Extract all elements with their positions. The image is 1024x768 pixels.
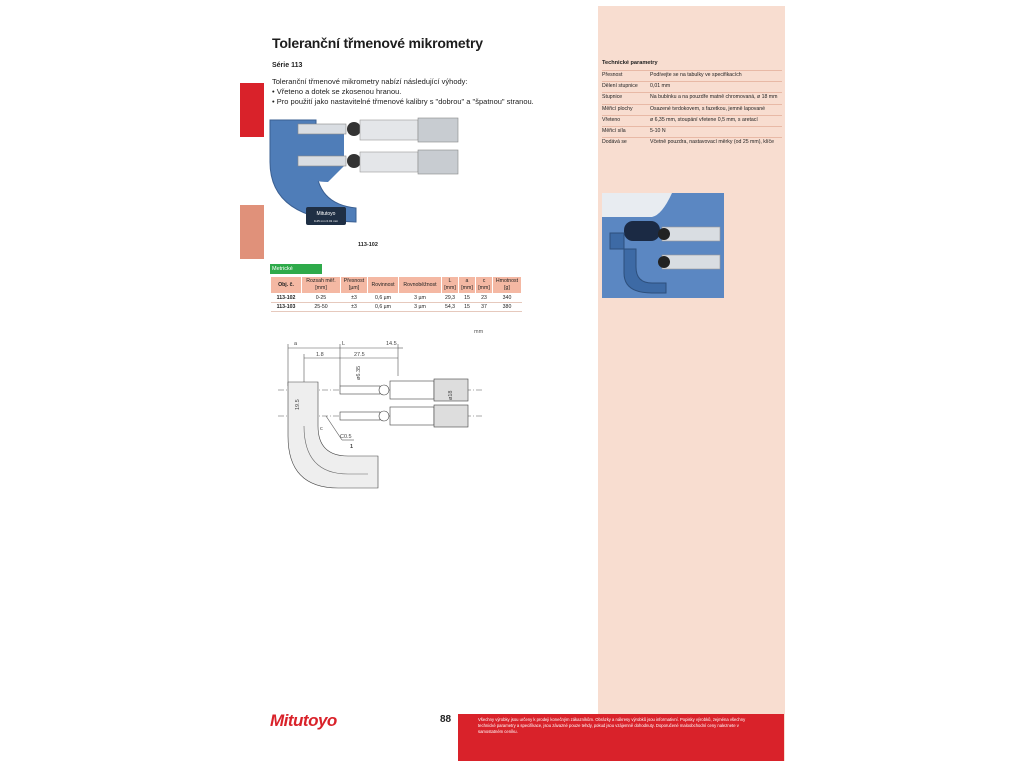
param-key: Přesnost bbox=[602, 72, 623, 78]
param-value: Na bubínku a na pouzdře matně chromovaná, ø 18 mm bbox=[650, 94, 778, 101]
table-cell: 0,6 µm bbox=[368, 294, 399, 303]
dim-a: a bbox=[294, 341, 298, 347]
advantage-item: • Vřeteno a dotek se zkosenou hranou. bbox=[272, 87, 572, 97]
photo-brand-label: Mitutoyo bbox=[316, 211, 336, 217]
param-key: Vřeteno bbox=[602, 116, 621, 123]
param-row bbox=[602, 137, 782, 148]
table-cell: 0-25 bbox=[302, 294, 341, 303]
mitutoyo-logo: Mitutoyo bbox=[270, 711, 337, 730]
table-cell: 29,3 bbox=[442, 294, 459, 303]
table-cell: 54,3 bbox=[442, 303, 459, 312]
column-header: Hmotnost [g] bbox=[493, 277, 522, 294]
dim-14-5: 14.5 bbox=[386, 341, 397, 347]
dim-1-8: 1.8 bbox=[316, 352, 324, 358]
table-cell: ±3 bbox=[341, 294, 368, 303]
param-row bbox=[602, 70, 782, 81]
table-cell: 15 bbox=[459, 303, 476, 312]
param-value: Osazené tvrdokovem, s fazetkou, jemně lapované bbox=[650, 105, 766, 112]
column-header: Obj. č. bbox=[271, 277, 302, 294]
section-tab-red bbox=[240, 83, 264, 137]
intro-text bbox=[272, 77, 572, 107]
param-key: Měřicí plochy bbox=[602, 105, 633, 112]
column-header: L [mm] bbox=[442, 277, 459, 294]
product-photo bbox=[268, 112, 468, 240]
dim-detail-1: 1 bbox=[350, 444, 354, 450]
dim-L: L bbox=[342, 341, 346, 347]
dim-c: c bbox=[320, 426, 323, 432]
table-row bbox=[271, 294, 522, 303]
dim-phi-6-35: ø6.35 bbox=[356, 365, 362, 380]
table-cell: ±3 bbox=[341, 303, 368, 312]
photo-caption: 113-102 bbox=[358, 242, 378, 248]
photo-small-label: 0-25 mm 0.01 mm bbox=[313, 219, 339, 223]
series-label: Série 113 bbox=[272, 62, 303, 69]
sidebar-heading: Technické parametry bbox=[602, 60, 658, 66]
dim-c0-5: C0.5 bbox=[340, 434, 352, 440]
param-row bbox=[602, 81, 782, 92]
param-row bbox=[602, 115, 782, 126]
dim-19-5: 19.5 bbox=[295, 399, 301, 410]
column-header: Přesnost [µm] bbox=[341, 277, 368, 294]
param-value: Včetně pouzdra, nastavovací měrky (od 25 mm), klíče bbox=[650, 139, 774, 146]
specs-table bbox=[270, 276, 522, 312]
param-row bbox=[602, 104, 782, 115]
usage-photo-drawing bbox=[602, 193, 724, 298]
param-value: ø 6,35 mm, stoupání vřetene 0,5 mm, s aretací bbox=[650, 116, 758, 123]
param-value: 5-10 N bbox=[650, 128, 666, 135]
table-cell: 113-103 bbox=[271, 303, 302, 312]
table-cell: 380 bbox=[493, 303, 522, 312]
table-cell: 23 bbox=[476, 294, 493, 303]
param-key: Měřicí síla bbox=[602, 128, 626, 135]
unit-label: mm bbox=[474, 329, 484, 335]
dim-phi-18: ø18 bbox=[448, 390, 454, 400]
param-key: Stupnice bbox=[602, 94, 623, 101]
table-cell: 113-102 bbox=[271, 294, 302, 303]
table-cell: 3 µm bbox=[399, 303, 442, 312]
page-title: Toleranční třmenové mikrometry bbox=[272, 35, 483, 51]
column-header: Rovnoběžnost bbox=[399, 277, 442, 294]
param-value: 0,01 mm bbox=[650, 83, 671, 90]
advantage-item: • Pro použití jako nastavitelné třmenové kalibry s "dobrou" a "špatnou" stranou. bbox=[272, 97, 572, 107]
table-cell: 0,6 µm bbox=[368, 303, 399, 312]
column-header: Rovinnost bbox=[368, 277, 399, 294]
table-cell: 3 µm bbox=[399, 294, 442, 303]
table-cell: 37 bbox=[476, 303, 493, 312]
param-row bbox=[602, 126, 782, 137]
page-number: 88 bbox=[440, 714, 452, 725]
intro-sentence: Toleranční třmenové mikrometry nabízí následující výhody: bbox=[272, 77, 468, 86]
param-value: Podívejte se na tabulky ve specifikacích bbox=[650, 72, 742, 78]
params-list bbox=[602, 70, 782, 148]
advantages-list bbox=[272, 87, 572, 107]
dim-27-5: 27.5 bbox=[354, 352, 365, 358]
column-header: c [mm] bbox=[476, 277, 493, 294]
usage-photo bbox=[602, 193, 724, 298]
table-header-row bbox=[271, 277, 522, 294]
technical-drawing bbox=[268, 336, 484, 502]
metric-badge: Metrické bbox=[270, 264, 322, 274]
column-header: a [mm] bbox=[459, 277, 476, 294]
table-row bbox=[271, 303, 522, 312]
table-cell: 25-50 bbox=[302, 303, 341, 312]
param-key: Dodává se bbox=[602, 139, 627, 146]
table-cell: 340 bbox=[493, 294, 522, 303]
column-header: Rozsah měř. [mm] bbox=[302, 277, 341, 294]
section-tab-salmon bbox=[240, 205, 264, 259]
table-cell: 15 bbox=[459, 294, 476, 303]
param-key: Dělení stupnice bbox=[602, 83, 638, 90]
footer-disclaimer: Všechny výrobky jsou určeny k prodeji konečným zákazníkům. Obrázky a nákresy výrobků jsou informativní. Popisky výrobků, zejména všechny technické parametry a specifikace, jsou závazné pouze tehdy, pokud jsou vzájemně dohodnuty. Doporučené maloobchodní ceny naleznete v samostatném ceníku. bbox=[478, 717, 746, 734]
param-row bbox=[602, 92, 782, 103]
